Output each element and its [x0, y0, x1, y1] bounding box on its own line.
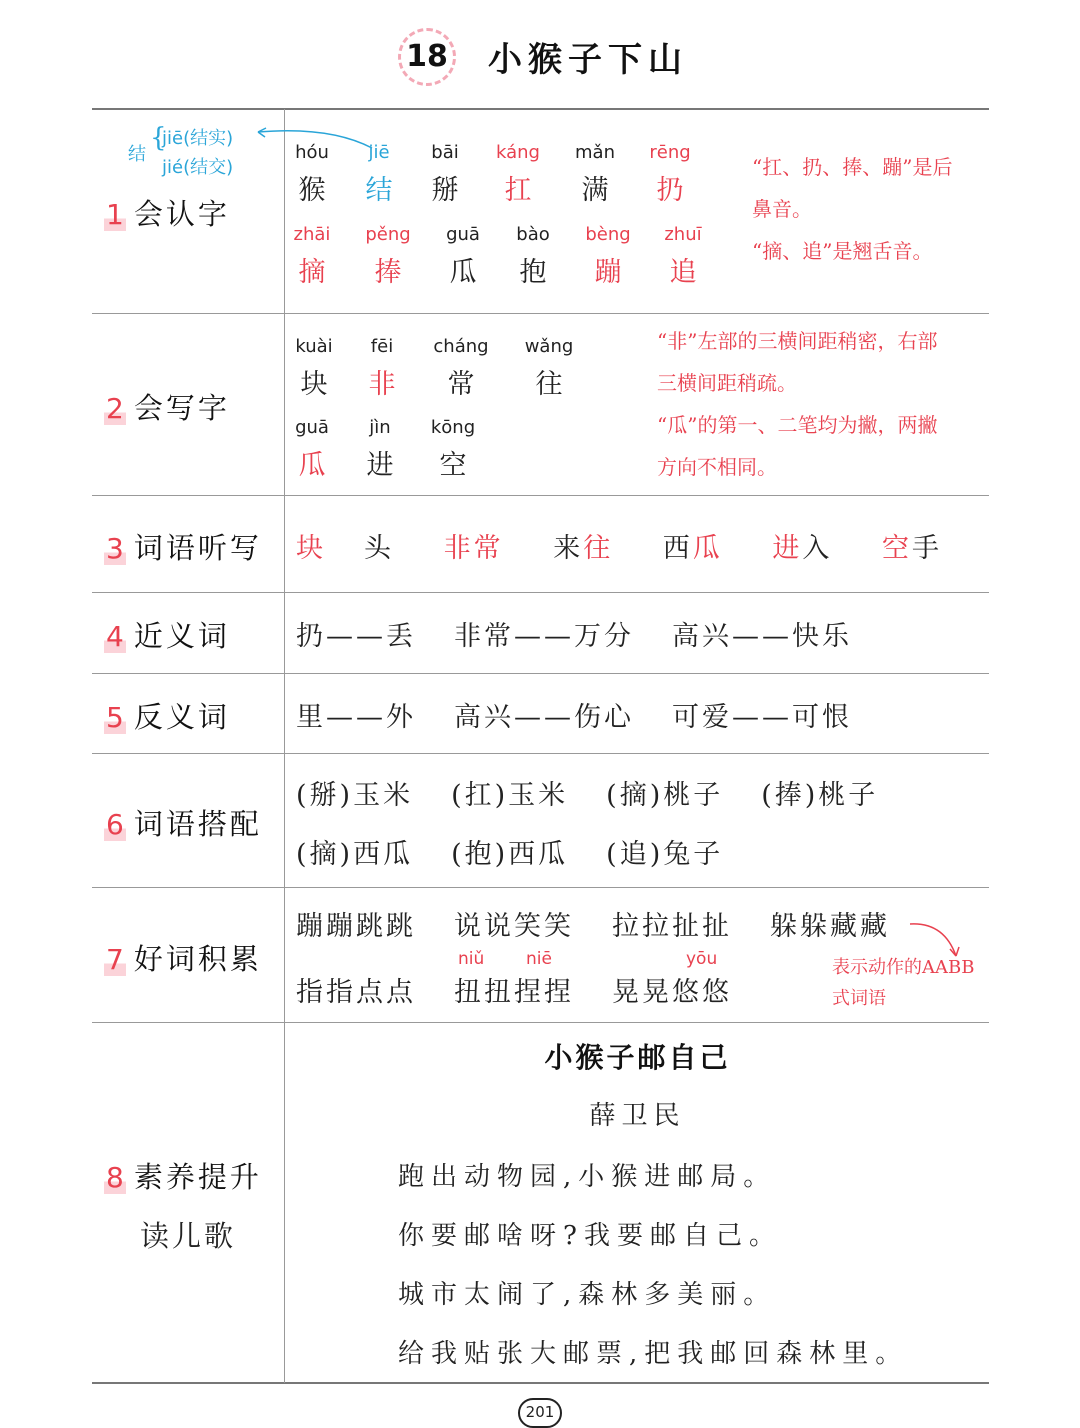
- section-8-label: 8 素养提升: [106, 1160, 262, 1194]
- pinyin-you: yōu: [686, 949, 718, 969]
- word: 来往: [553, 533, 614, 564]
- char-card: zhāi 摘: [293, 224, 331, 288]
- column-divider: [284, 109, 285, 1383]
- poem-line: 城市太闹了,森林多美丽。: [398, 1280, 777, 1310]
- row-divider: [92, 495, 989, 496]
- section-1-label: 1 会认字: [106, 197, 230, 231]
- char-card: káng 扛: [496, 142, 540, 206]
- row-divider: [92, 313, 989, 314]
- row-divider: [92, 887, 989, 888]
- pinyin-niu: niǔ: [458, 949, 485, 969]
- section-7-label: 7 好词积累: [106, 942, 262, 976]
- char-card: pěng 捧: [365, 224, 411, 288]
- poem-title: 小猴子邮自己: [544, 1041, 731, 1074]
- char-card: hóu 猴: [295, 142, 329, 206]
- section-2-note: “非”左部的三横间距稍密，右部 三横间距稍疏。 “瓜”的第一、二笔均为撇，两撇 方向不相同。: [657, 329, 938, 479]
- lesson-title: 小猴子下山: [488, 40, 688, 80]
- section-6-label: 6 词语搭配: [106, 807, 262, 841]
- section-8-sublabel: 读儿歌: [140, 1219, 237, 1253]
- char-card: cháng 常: [433, 336, 489, 400]
- row-divider: [92, 1022, 989, 1023]
- poem-line: 你要邮啥呀?我要邮自己。: [398, 1221, 782, 1251]
- char-card: guā 瓜: [295, 417, 329, 481]
- char-card: fēi 非: [368, 336, 396, 400]
- section-3-label: 3 词语听写: [106, 531, 262, 565]
- table-bottom-border: [92, 1382, 989, 1384]
- section-1-note: “扛、扔、捧、蹦”是后 鼻音。 “摘、追”是翘舌音。: [752, 155, 953, 263]
- jie-annotation-char: 结: [128, 144, 146, 165]
- char-card: jiē 结: [365, 142, 393, 206]
- page-number: 201: [518, 1398, 562, 1428]
- char-card: bāi 掰: [431, 142, 459, 206]
- jie-annotation-line2: jié(结交): [162, 157, 234, 178]
- pinyin-nie: niē: [526, 949, 552, 969]
- section-7-note: 表示动作的AABB 式词语: [832, 957, 975, 1009]
- poem-line: 给我贴张大邮票,把我邮回森林里。: [398, 1339, 909, 1369]
- brace-icon: {: [150, 123, 167, 153]
- char-card: zhuī 追: [664, 224, 702, 288]
- word: 西瓜: [662, 533, 723, 564]
- antonym-pairs: 里——外 高兴——伤心 可爱——可恨: [296, 702, 852, 733]
- synonym-pairs: 扔——丢 非常——万分 高兴——快乐: [296, 621, 852, 652]
- section-4-label: 4 近义词: [106, 619, 230, 653]
- section-2-label: 2 会写字: [106, 391, 230, 425]
- table-top-border: [92, 108, 989, 110]
- row-divider: [92, 673, 989, 674]
- word: 进入: [772, 533, 833, 564]
- char-card: rēng 扔: [649, 142, 691, 206]
- char-card: wǎng 往: [524, 336, 574, 400]
- dictation-words: [296, 526, 980, 565]
- collocation-row-1: (掰)玉米 (扛)玉米 (摘)桃子 (捧)桃子: [296, 780, 879, 811]
- good-words-row-2: 指指点点 扭扭捏捏 晃晃悠悠: [296, 977, 732, 1008]
- char-card: bào 抱: [516, 224, 550, 288]
- char-card: jìn 进: [366, 417, 394, 481]
- word: 非常: [443, 533, 504, 564]
- jie-annotation-line1: jiē(结实): [162, 128, 234, 149]
- word: 块 头: [296, 533, 394, 564]
- good-words-row-1: 蹦蹦跳跳 说说笑笑 拉拉扯扯 躲躲藏藏: [296, 911, 890, 942]
- char-card: kuài 块: [295, 336, 333, 400]
- char-card: mǎn 满: [575, 142, 615, 206]
- char-card: bèng 蹦: [585, 224, 631, 288]
- collocation-row-2: (摘)西瓜 (抱)西瓜 (追)兔子: [296, 839, 724, 870]
- row-divider: [92, 753, 989, 754]
- word: 空手: [881, 533, 942, 564]
- lesson-header: [0, 22, 1080, 92]
- poem-author: 薛卫民: [589, 1101, 686, 1131]
- row-divider: [92, 592, 989, 593]
- poem-line: 跑出动物园,小猴进邮局。: [398, 1162, 777, 1192]
- char-card: guā 瓜: [446, 224, 480, 288]
- section-5-label: 5 反义词: [106, 700, 230, 734]
- char-card: kōng 空: [430, 417, 476, 481]
- lesson-number-badge: 18: [398, 28, 456, 86]
